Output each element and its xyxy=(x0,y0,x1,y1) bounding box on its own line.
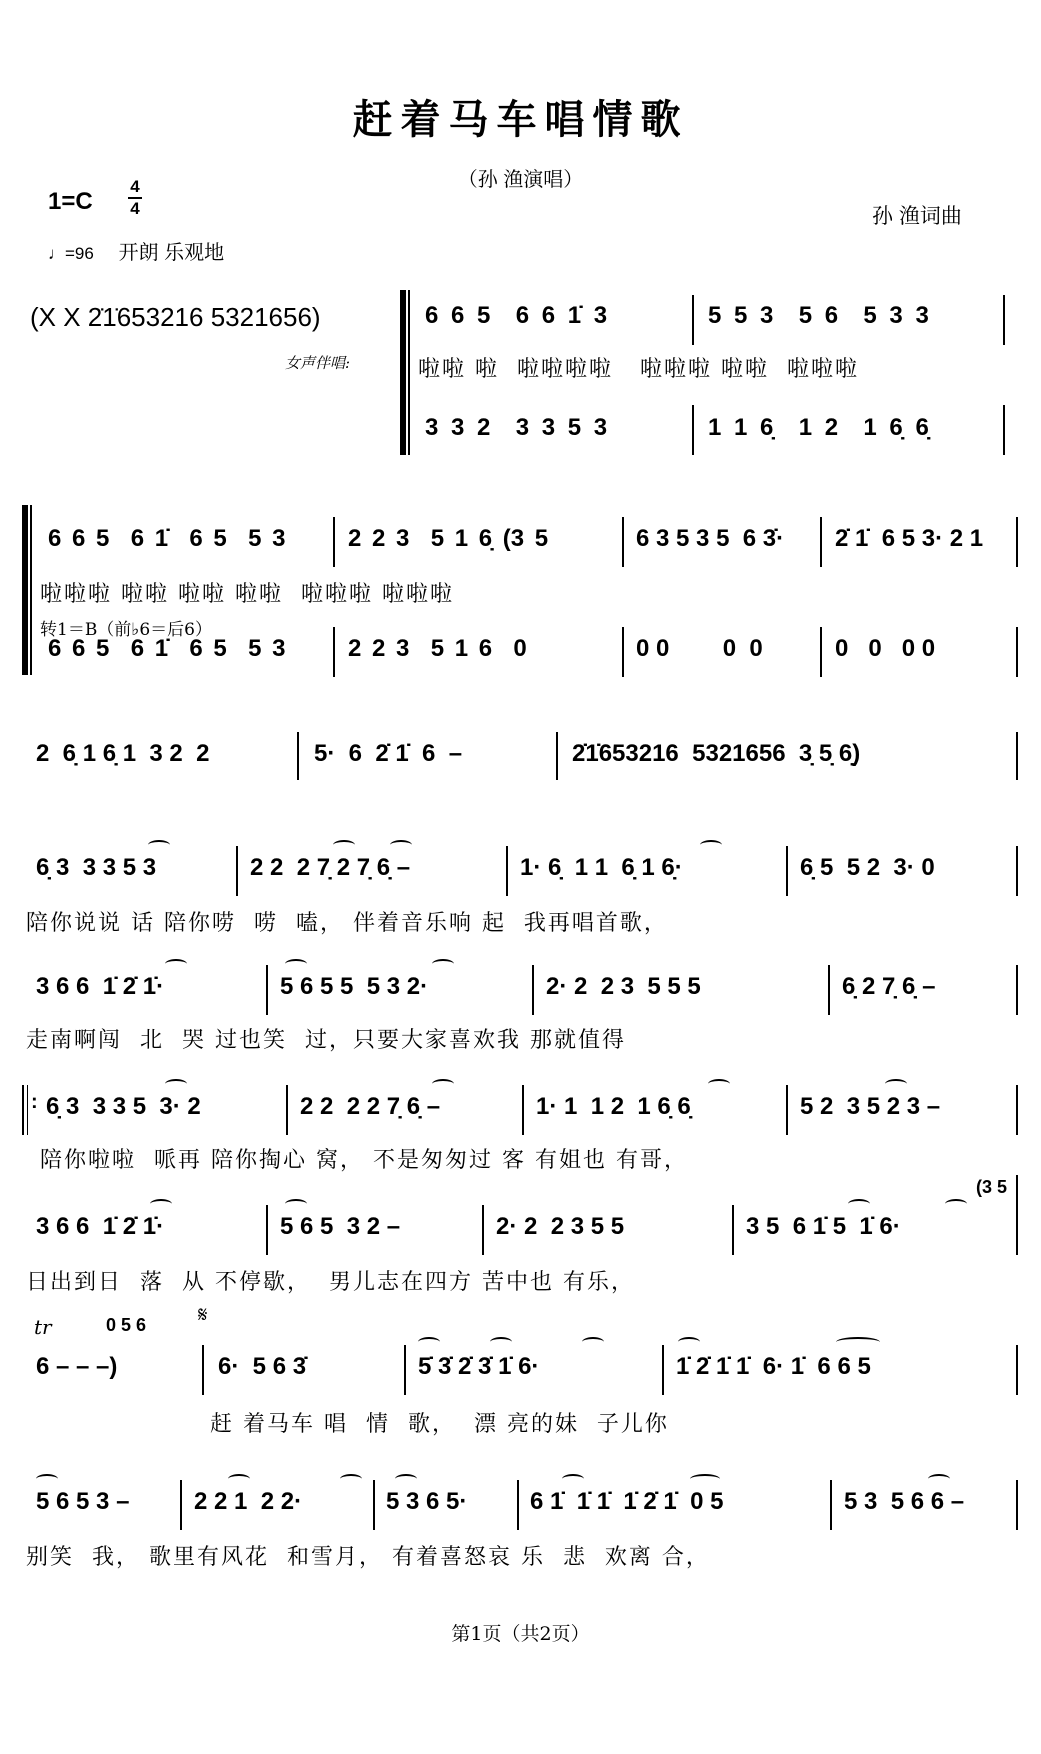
part-label: 女声伴唱: xyxy=(285,354,351,372)
barline xyxy=(266,965,268,1015)
slur xyxy=(928,1474,950,1484)
slur xyxy=(690,1474,720,1484)
barline xyxy=(1016,1175,1018,1255)
measure-5: 5 3 5 6 6 – xyxy=(844,1488,965,1515)
slur xyxy=(333,840,355,850)
measure-3: 1· 1 1 2 1 6̣ 6̣ xyxy=(536,1093,691,1120)
slur xyxy=(582,1337,604,1347)
lyricist-composer-credit: 孙 渔词曲 xyxy=(872,205,962,228)
system-2 xyxy=(0,505,1041,680)
system-8 xyxy=(0,1303,1041,1437)
barline xyxy=(522,1085,524,1135)
slur xyxy=(848,1199,870,1209)
repeat-dots: : xyxy=(31,1091,38,1113)
measure-1: 5 6 5 3 – xyxy=(36,1488,130,1515)
barline xyxy=(820,517,822,567)
lyrics-line: 陪你啦啦 哌再 陪你掏心 窝， 不是匆匆过 客 有姐也 有哥， xyxy=(40,1148,688,1173)
slur xyxy=(36,1474,58,1484)
slur xyxy=(836,1337,880,1347)
measure-3: 2· 2 2 3 5 5 xyxy=(496,1213,625,1240)
barline xyxy=(532,965,534,1015)
lower-measure-2: 1 1 6̣ 1 2 1 6̣ 6̣ xyxy=(708,414,929,441)
measure-2: 2 2 2 7̣ 2 7̣ 6̣ – xyxy=(250,854,411,881)
segno-icon: 𝄋 xyxy=(198,1303,208,1328)
barline xyxy=(732,1205,734,1255)
barline xyxy=(517,1480,519,1530)
measure-4: 6̣ 5 5 2 3· 0 xyxy=(800,854,935,881)
upper-measure-3: 6 3 5 3 5 6 3̇· xyxy=(636,525,785,552)
measure-4: 6̣ 2 7̣ 6̣ – xyxy=(842,973,936,1000)
slur xyxy=(418,1337,440,1347)
barline xyxy=(1016,732,1018,780)
measure-1: 3 6 6 1̇ 2̇ 1̇· xyxy=(36,1213,165,1240)
key-signature: 1=C xyxy=(48,188,93,215)
barline xyxy=(692,405,694,455)
slur xyxy=(432,1079,454,1089)
slur xyxy=(150,1199,172,1209)
barline xyxy=(202,1345,204,1395)
measure-4: 5 2 3 5 2 3 – xyxy=(800,1093,941,1120)
measure-2: 2 2 2 2 7̣ 6̣ – xyxy=(300,1093,441,1120)
barline xyxy=(266,1205,268,1255)
slur xyxy=(885,1079,907,1089)
measure-3: 2̇1̇653216 5321656 3̣ 5̣ 6̣) xyxy=(572,740,861,767)
barline xyxy=(1016,1480,1018,1530)
lower-measure-2: 2 2 3 5 1 6 0 xyxy=(348,635,527,662)
slur xyxy=(562,1474,584,1484)
lower-measure-1: 6 6 5 6 1̇ 6 5 5 3 xyxy=(48,635,286,662)
barline xyxy=(820,627,822,677)
barline xyxy=(830,1480,832,1530)
barline xyxy=(1003,405,1005,455)
barline xyxy=(180,1480,182,1530)
measure-3: 2· 2 2 3 5 5 5 xyxy=(546,973,701,1000)
slur xyxy=(285,1199,307,1209)
measure-2: 5· 6 2̇ 1̇ 6 – xyxy=(314,740,463,767)
time-signature-bottom: 4 xyxy=(130,199,140,218)
singer-credit: （孙 渔演唱） xyxy=(457,169,584,191)
barline xyxy=(556,732,558,780)
barline xyxy=(786,1085,788,1135)
time-signature xyxy=(128,178,142,218)
intro-phrase: (X X 2̇1̇653216 5321656) xyxy=(30,302,321,332)
lyrics-line: 赶 着马车 唱 情 歌， 漂 亮的妹 子儿你 xyxy=(210,1412,669,1437)
song-title: 赶着马车唱情歌 xyxy=(352,96,689,143)
barline xyxy=(1016,1345,1018,1395)
lyrics-line: 日出到日 落 从 不停歇， 男儿志在四方 苦中也 有乐， xyxy=(26,1270,635,1295)
tempo-marking xyxy=(48,236,224,265)
slur xyxy=(395,1474,417,1484)
slur xyxy=(340,1474,362,1484)
measure-1: 2 6̣ 1 6̣ 1 3 2 2 xyxy=(36,740,210,767)
slur xyxy=(945,1199,967,1209)
slur xyxy=(390,840,412,850)
lyrics-line: 啦啦 啦 啦啦啦啦 啦啦啦 啦啦 啦啦啦 xyxy=(418,357,859,382)
barline xyxy=(1016,627,1018,677)
barline xyxy=(692,295,694,345)
system-4 xyxy=(0,826,1041,936)
slur xyxy=(165,1079,187,1089)
lower-measure-3: 0 0 0 0 xyxy=(636,635,763,662)
measure-2: 5 6 5 3 2 – xyxy=(280,1213,401,1240)
lyrics-line: 陪你说说 话 陪你唠 唠 嗑， 伴着音乐响 起 我再唱首歌， xyxy=(26,911,668,936)
slur xyxy=(148,840,170,850)
key-change-marking: 转1＝B（前♭6＝后6） xyxy=(40,620,212,640)
slur xyxy=(678,1337,700,1347)
slur xyxy=(285,959,307,969)
lyrics-line: 走南啊闯 北 哭 过也笑 过，只要大家喜欢我 那就值得 xyxy=(26,1028,626,1053)
barline xyxy=(286,1085,288,1135)
measure-2: 2 2 1 2 2· xyxy=(194,1488,303,1515)
measure-4: 1̇ 2̇ 1̇ 1̇ 6· 1̇ 6 6 5 xyxy=(676,1353,871,1380)
barline xyxy=(404,1345,406,1395)
slur xyxy=(432,959,454,969)
barline xyxy=(622,627,624,677)
barline xyxy=(236,846,238,896)
staff-bracket xyxy=(400,290,406,455)
lyrics-line: 啦啦啦 啦啦 啦啦 啦啦 啦啦啦 啦啦啦 xyxy=(40,582,454,607)
measure-2: 5 6 5 5 5 3 2· xyxy=(280,973,429,1000)
barline xyxy=(1016,965,1018,1015)
repeat-barline-thin xyxy=(27,1085,28,1135)
barline xyxy=(506,846,508,896)
measure-1: 6 – – –) xyxy=(36,1353,118,1380)
page-number: 第1页（共2页） xyxy=(451,1623,590,1645)
measure-4: 3 5 6 1̇ 5 1̇ 6· xyxy=(746,1213,901,1240)
barline xyxy=(662,1345,664,1395)
slur xyxy=(700,840,722,850)
repeat-barline-thick xyxy=(22,1085,24,1135)
upper-measure-4: 2̇ 1̇ 6 5 3· 2 1 xyxy=(835,525,984,552)
upper-measure-1: 6 6 5 6 1̇ 6 5 5 3 xyxy=(48,525,286,552)
slur xyxy=(228,1474,250,1484)
system-7 xyxy=(0,1177,1041,1295)
tempo-value: ♩=96 xyxy=(48,244,94,263)
system-5 xyxy=(0,945,1041,1055)
slur xyxy=(490,1337,512,1347)
measure-1: 6̣ 3 3 3 5 3· 2 xyxy=(46,1093,201,1120)
lower-measure-4: 0 0 0 0 xyxy=(835,635,936,662)
barline xyxy=(786,846,788,896)
barline xyxy=(333,517,335,567)
barline xyxy=(297,732,299,780)
system-1 xyxy=(0,290,1041,460)
lyrics-line: 别笑 我， 歌里有风花 和雪月， 有着喜怒哀 乐 悲 欢离 合， xyxy=(26,1545,710,1570)
measure-3: 1· 6̣ 1 1 6̣ 1 6̣· xyxy=(520,854,683,881)
upper-measure-2: 5 5 3 5 6 5 3 3 xyxy=(708,302,929,329)
grace-notes: 0 5 6 xyxy=(106,1315,147,1335)
system-3 xyxy=(0,722,1041,792)
barline xyxy=(828,965,830,1015)
barline xyxy=(1016,1085,1018,1135)
barline xyxy=(373,1480,375,1530)
pickup-notes: (3 5 xyxy=(976,1177,1008,1197)
barline xyxy=(1003,295,1005,345)
slur xyxy=(708,1079,730,1089)
measure-1: 6̣ 3 3 3 5 3 xyxy=(36,854,157,881)
measure-2: 6· 5 6 3̇ xyxy=(218,1353,307,1380)
barline xyxy=(482,1205,484,1255)
measure-4: 6 1̇ 1̇ 1̇ 1̇ 2̇ 1̇ 0 5 xyxy=(530,1488,724,1515)
measure-1: 3 6 6 1̇ 2̇ 1̇· xyxy=(36,973,165,1000)
staff-bracket xyxy=(22,505,28,675)
system-9 xyxy=(0,1460,1041,1580)
lower-measure-1: 3 3 2 3 3 5 3 xyxy=(425,414,608,441)
time-signature-top: 4 xyxy=(130,177,140,196)
barline xyxy=(333,627,335,677)
upper-measure-1: 6 6 5 6 6 1̇ 3 xyxy=(425,302,608,329)
measure-3: 5 3 6 5· xyxy=(386,1488,468,1515)
trill-mark: tr xyxy=(34,1315,52,1339)
measure-3: 5̇ 3̇ 2̇ 3̇ 1̇ 6· xyxy=(418,1353,540,1380)
expression-marking: 开朗 乐观地 xyxy=(118,242,225,264)
slur xyxy=(165,959,187,969)
system-6 xyxy=(0,1065,1041,1175)
upper-measure-2: 2 2 3 5 1 6̣ (3 5 xyxy=(348,525,549,552)
barline xyxy=(1016,517,1018,567)
barline xyxy=(622,517,624,567)
barline xyxy=(1016,846,1018,896)
